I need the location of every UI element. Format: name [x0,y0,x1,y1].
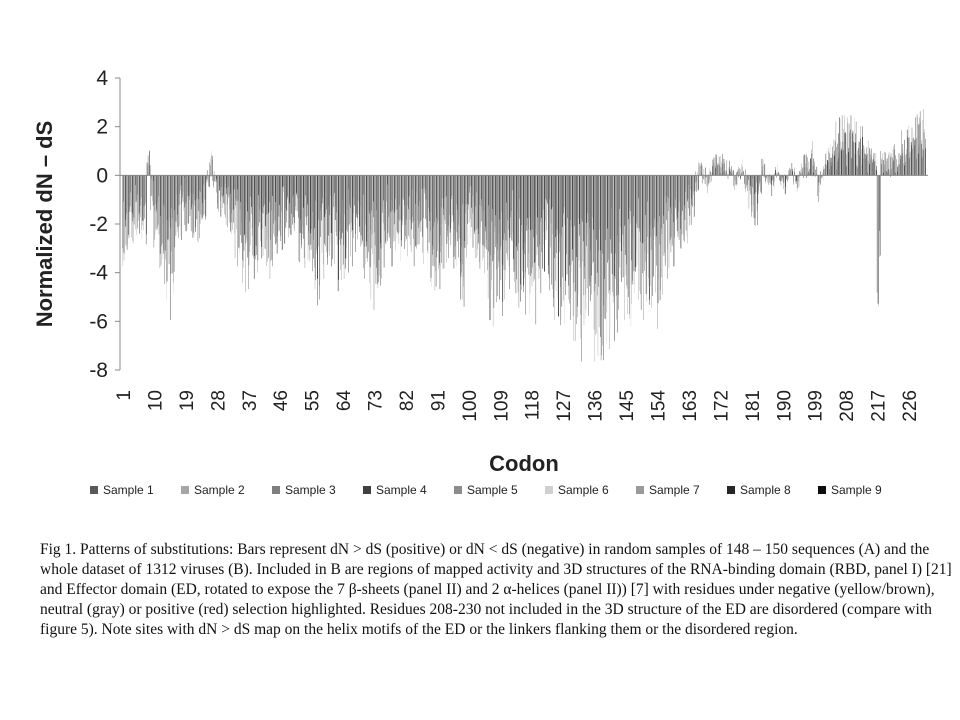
legend-item-label: Sample 7 [649,483,700,497]
legend-swatch [818,486,826,494]
x-tick-label: 208 [837,390,859,422]
x-tick-label: 64 [334,390,356,412]
x-tick-label: 1 [114,390,135,401]
x-tick-label: 109 [491,390,513,422]
x-tick-label: 73 [365,390,387,412]
legend-item-label: Sample 3 [285,483,336,497]
x-tick-label: 172 [711,390,733,422]
legend-swatch [181,486,189,494]
legend-swatch [90,486,98,494]
y-tick-label: 0 [96,164,108,188]
legend-item-label: Sample 4 [376,483,427,497]
legend-swatch [363,486,371,494]
legend-item-label: Sample 9 [831,483,882,497]
x-tick-label: 100 [459,390,481,422]
x-tick-label: 28 [208,390,230,412]
legend-swatch [545,486,553,494]
x-tick-label: 46 [271,390,293,412]
x-tick-label: 190 [774,390,796,422]
legend-item-label: Sample 8 [740,483,791,497]
x-tick-label: 154 [648,390,670,422]
y-tick-label: 4 [96,67,108,90]
x-tick-label: 136 [585,390,607,422]
plot-area [122,109,925,361]
x-tick-label: 226 [900,390,922,422]
x-tick-label: 163 [679,390,701,422]
y-tick-label: -6 [89,310,108,334]
x-tick-label: 181 [742,390,764,422]
x-tick-label: 127 [554,390,576,422]
x-tick-label: 10 [145,390,167,412]
legend-item-label: Sample 1 [103,483,154,497]
legend-swatch [636,486,644,494]
y-axis-title: Normalized dN – dS [32,120,57,328]
y-tick-label: -8 [89,359,108,382]
x-tick-label: 37 [239,390,261,412]
x-tick-label: 19 [176,390,198,412]
legend-item-label: Sample 2 [194,483,245,497]
legend-swatch [272,486,280,494]
figure-caption: Fig 1. Patterns of substitutions: Bars represent dN > dS (positive) or dN < dS (negative) in random samples of 148 – 150 sequences (A) and the whole dataset of 1312 viruses (B). Included in B are regions of mapped activity and 3D structures of the RNA-binding domain (RBD, panel I) [21] and Effector domain (ED, rotated to expose the 7 β-sheets (panel II) and 2 α-helices (panel II)) [7] with residues under negative (yellow/brown), neutral (gray) or positive (red) selection highlighted. Residues 208-230 not included in the 3D structure of the ED are disordered (compare with figure 5). Note sites with dN > dS map on the helix motifs of the ED or the linkers flanking them or the disordered region. [40,541,952,638]
x-tick-label: 145 [617,390,639,422]
y-tick-label: 2 [96,115,108,139]
x-tick-label: 118 [522,390,544,421]
legend-swatch [727,486,735,494]
legend [90,483,882,497]
y-tick-label: -2 [89,213,108,236]
legend-item-label: Sample 5 [467,483,518,497]
y-tick-label: -4 [89,261,108,285]
x-tick-label: 199 [805,390,827,422]
legend-item-label: Sample 6 [558,483,609,497]
x-axis-title: Codon [489,451,559,476]
x-tick-label: 217 [868,390,890,422]
x-tick-label: 91 [428,390,450,412]
legend-swatch [454,486,462,494]
x-tick-label: 55 [302,390,324,412]
x-tick-label: 82 [396,390,418,412]
